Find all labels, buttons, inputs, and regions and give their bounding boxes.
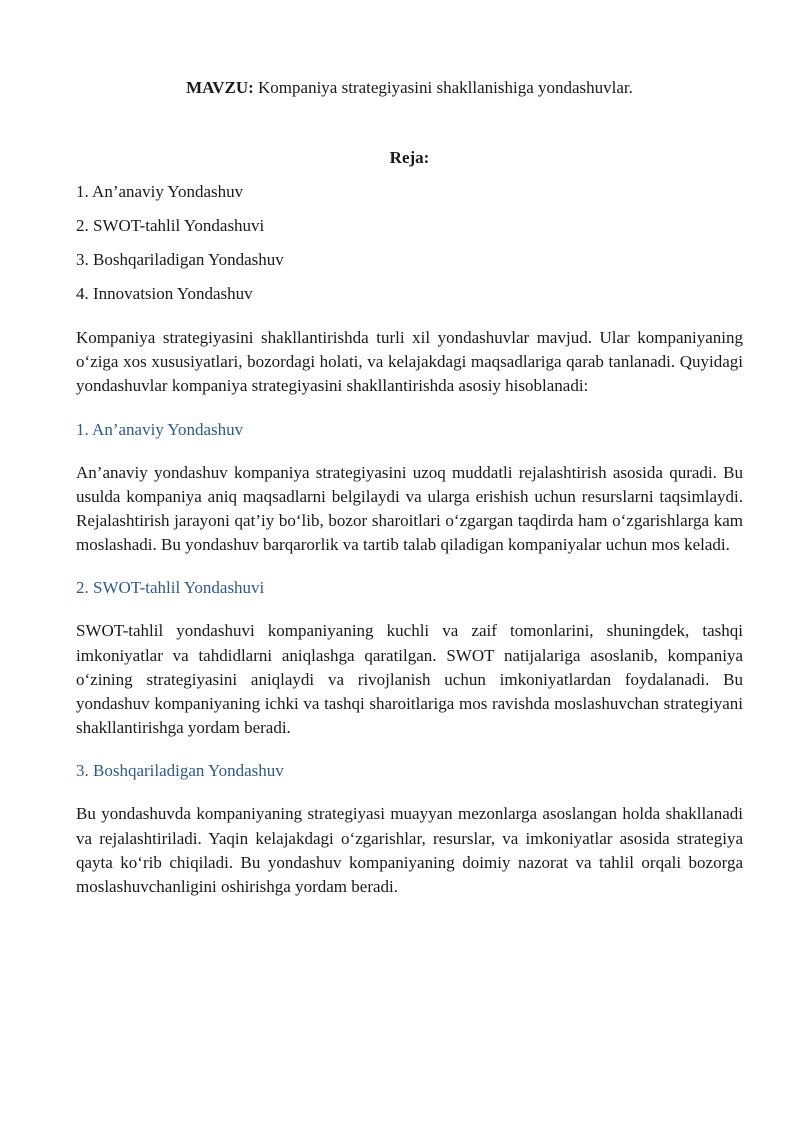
- plan-heading: Reja:: [389, 148, 430, 167]
- section-heading: 1. An’anaviy Yondashuv: [76, 419, 244, 439]
- document-page: [76, 76, 743, 899]
- section-body: Bu yondashuvda kompaniyaning strategiyasi muayyan mezonlarga asoslangan holda shakllanadi va rejalashtiriladi. Yaqin kelajakdagi o‘zgarishlar, resurslar, va imkoniyatlar asosida strategiya qayta ko‘rib chiqiladi. Bu yondashuv kompaniyaning doimiy nazorat va tahlil orqali bozorga moslashuvchanligini oshirishga yordam beradi.: [76, 804, 743, 897]
- plan-list: [76, 180, 743, 306]
- section-body: An’anaviy yondashuv kompaniya strategiyasini uzoq muddatli rejalashtirish asosida quradi. Bu usulda kompaniya aniq maqsadlarni belgilaydi va ularga erishish uchun resurslarni taqsimlaydi. Rejalashtirish jarayoni qat’iy bo‘lib, bozor sharoitlari o‘zgargan taqdirda ham o‘zgarishlarga kam moslashadi. Bu yondashuv barqarorlik va tartib talab qiladigan kompaniyalar uchun mos keladi.: [76, 462, 743, 555]
- section-traditional: [76, 418, 743, 558]
- plan-item: 2. SWOT-tahlil Yondashuvi: [76, 216, 265, 235]
- section-heading: 3. Boshqariladigan Yondashuv: [76, 761, 284, 781]
- title-text: Kompaniya strategiyasini shakllanishiga yondashuvlar.: [253, 78, 633, 97]
- plan-item: 4. Innovatsion Yondashuv: [76, 284, 253, 303]
- section-swot: [76, 576, 743, 740]
- intro-paragraph: Kompaniya strategiyasini shakllantirishda turli xil yondashuvlar mavjud. Ular kompaniyaning o‘ziga xos xususiyatlari, bozordagi holati, va kelajakdagi maqsadlariga qarab tanlanadi. Quyidagi yondashuvlar kompaniya strategiyasini shakllantirishda asosiy hisoblanadi:: [76, 328, 743, 396]
- section-body: SWOT-tahlil yondashuvi kompaniyaning kuchli va zaif tomonlarini, shuningdek, tashqi imkoniyatlar va tahdidlarni aniqlashga qaratilgan. SWOT natijalariga asoslanib, kompaniya o‘zining strategiyasini aniqlaydi va rivojlanish uchun imkoniyatlardan foydalanadi. Bu yondashuv kompaniyaning ichki va tashqi sharoitlariga mos ravishda moslashuvchan strategiyani shakllantirishga yordam beradi.: [76, 621, 743, 738]
- plan-item: 1. An’anaviy Yondashuv: [76, 182, 244, 201]
- title-label: MAVZU:: [186, 78, 254, 97]
- section-heading: 2. SWOT-tahlil Yondashuvi: [76, 578, 265, 598]
- plan-item: 3. Boshqariladigan Yondashuv: [76, 250, 284, 269]
- section-managed: [76, 759, 743, 899]
- document-title: [76, 76, 743, 100]
